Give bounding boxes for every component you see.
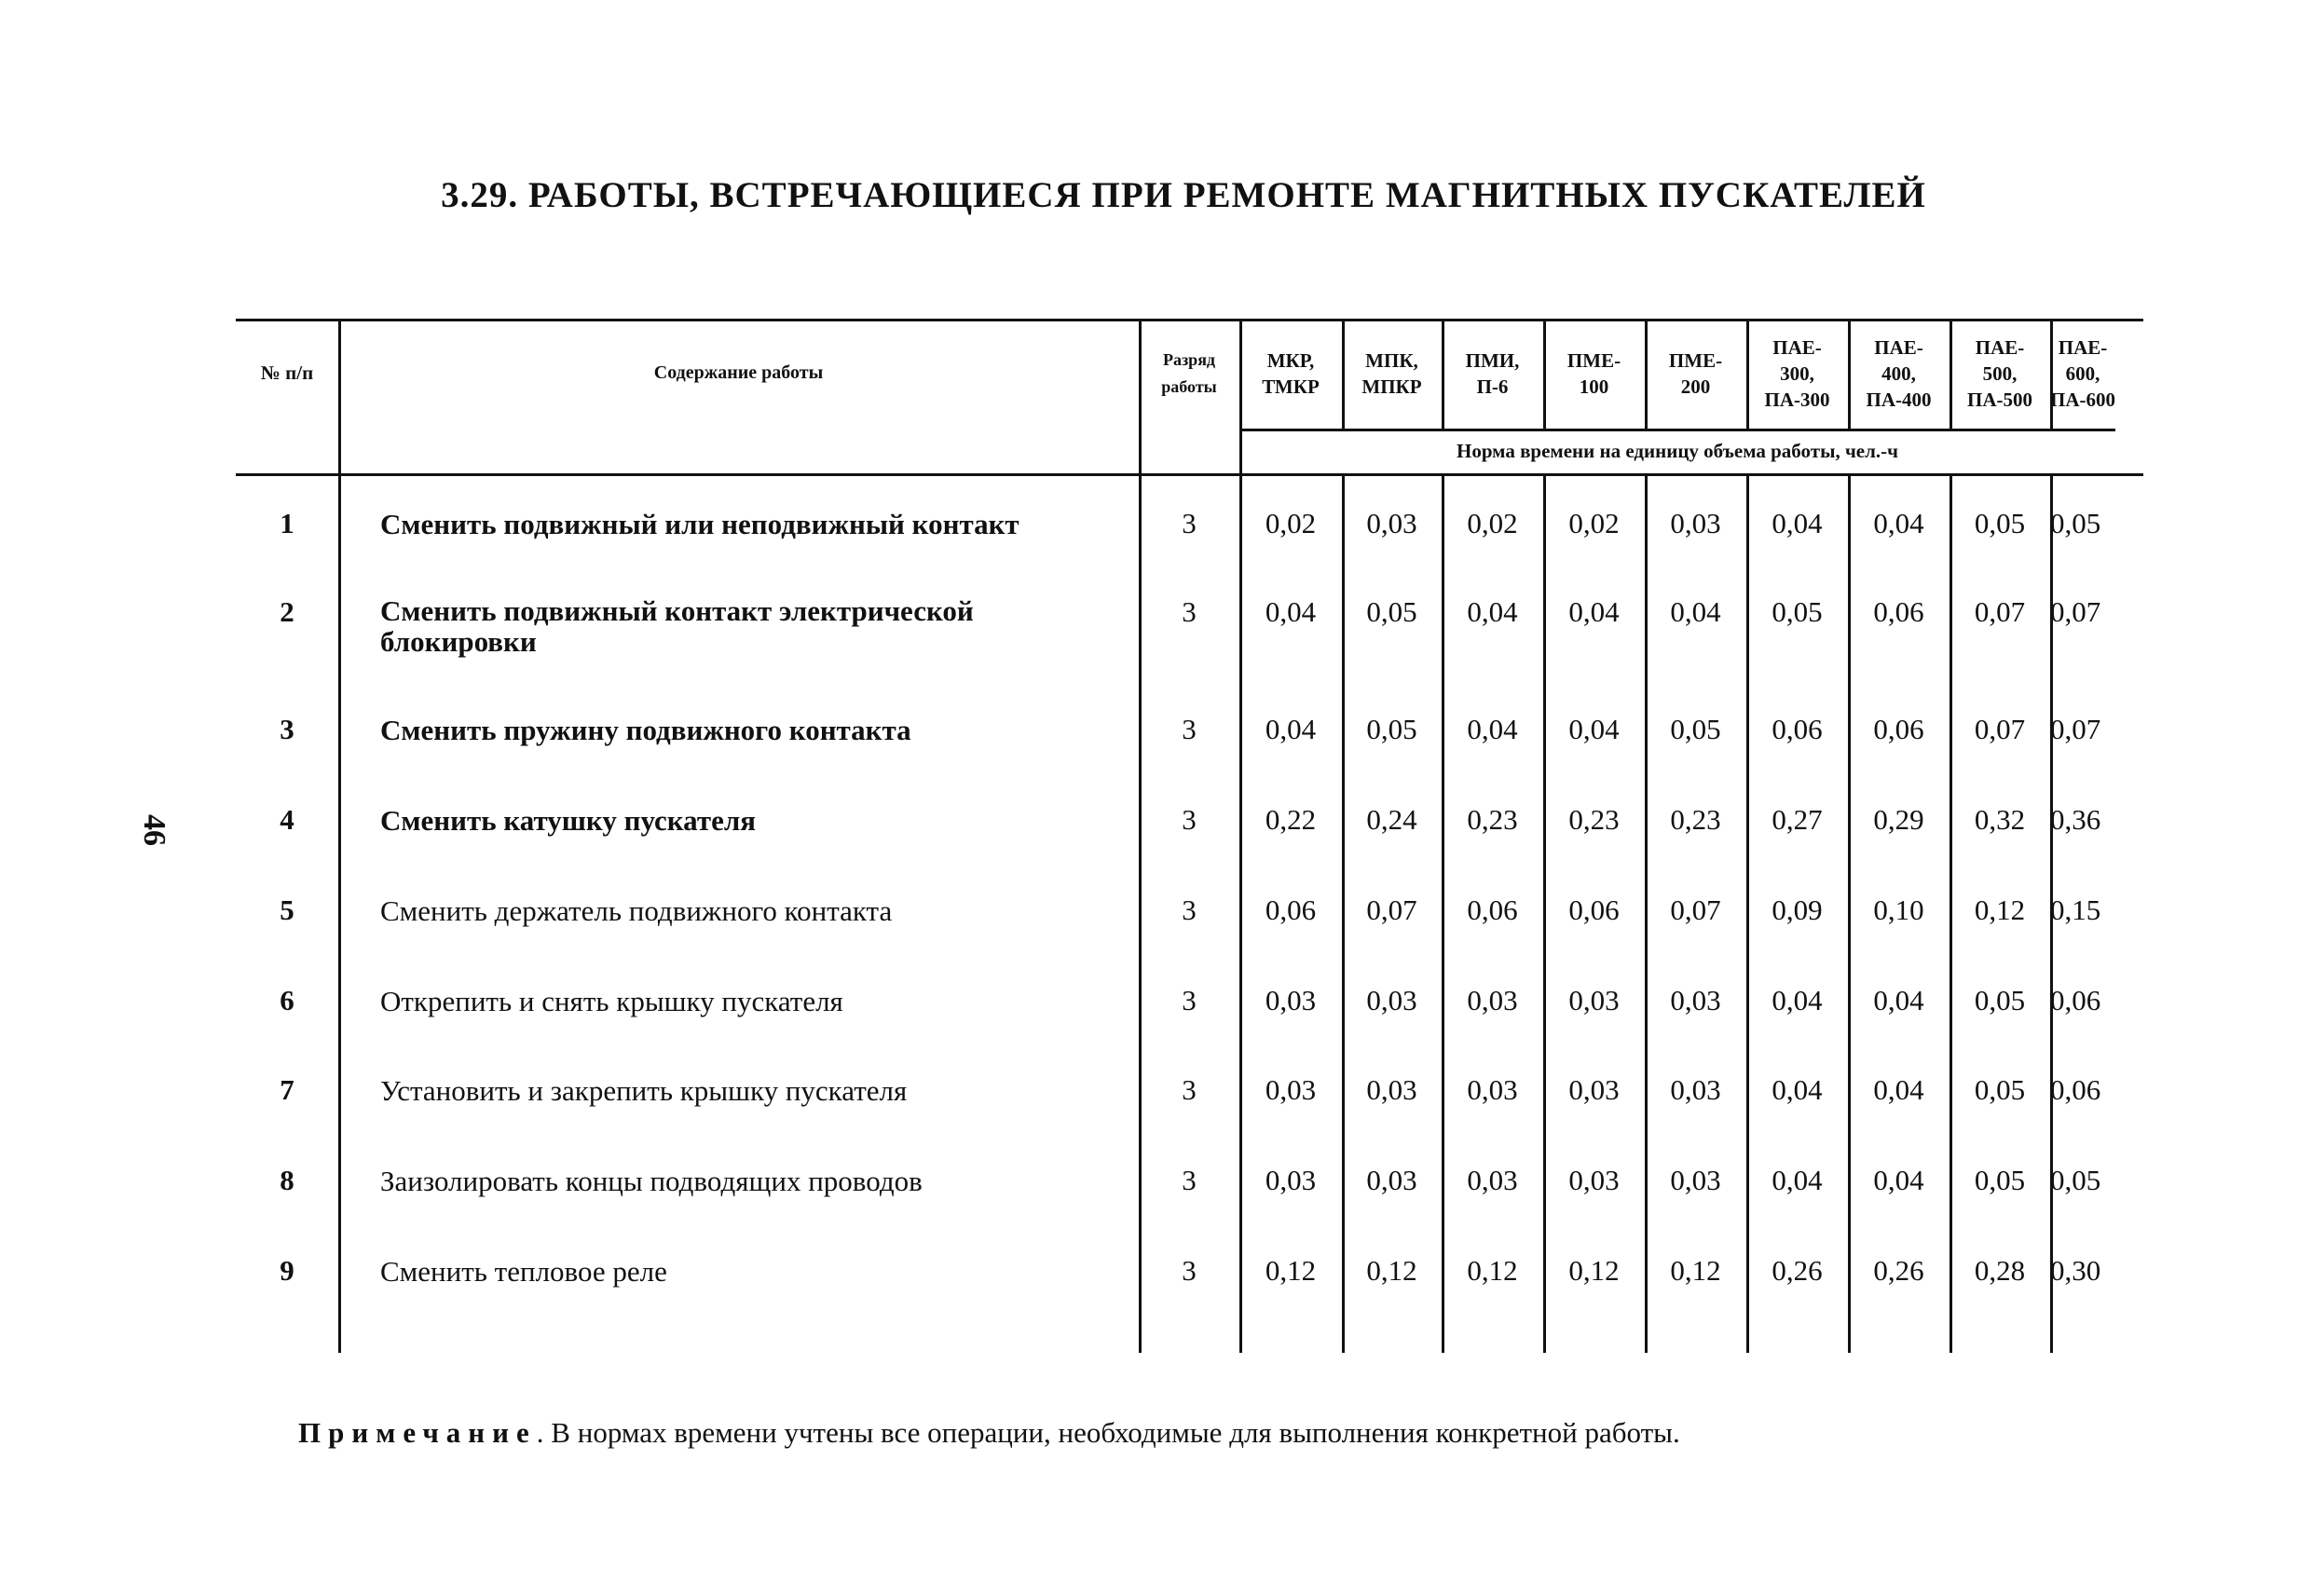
- row-norm-value: 0,32: [1974, 803, 2026, 836]
- row-norm-value: 0,05: [1974, 984, 2026, 1016]
- header-model: [1239, 319, 1342, 429]
- header-model-line: ПА-600: [2050, 389, 2115, 411]
- note-text: . В нормах времени учтены все операции, необходимые для выполнения конкретной работы.: [536, 1416, 1680, 1449]
- header-model: [1543, 319, 1645, 429]
- header-model-line: ПМЕ-: [1566, 349, 1621, 372]
- header-model-line: ПАЕ-: [1874, 336, 1923, 359]
- row-norm-value: 0,03: [1670, 507, 1721, 539]
- row-norm-value: 0,07: [1974, 595, 2026, 628]
- row-norm-value: 0,04: [1467, 595, 1518, 628]
- row-norm-value: 0,04: [1772, 984, 1823, 1016]
- row-norm-value: 0,02: [1265, 507, 1317, 539]
- row-number: 7: [280, 1073, 294, 1106]
- row-norm-value: 0,03: [1670, 1073, 1721, 1106]
- row-work-text: Установить и закрепить крышку пускателя: [380, 1073, 908, 1107]
- row-norm-value: 0,04: [1265, 595, 1317, 628]
- row-work-text: Сменить подвижный или неподвижный контакт: [380, 507, 1019, 540]
- row-norm-value: 0,04: [1467, 713, 1518, 745]
- row-norm-value: 0,06: [1265, 893, 1317, 926]
- row-norm-value: 0,10: [1873, 893, 1924, 926]
- header-model: [1342, 319, 1442, 429]
- header-model-line: ПАЕ-: [2058, 336, 2108, 359]
- row-norm-value: 0,07: [1670, 893, 1721, 926]
- row-norm-value: 0,05: [1366, 595, 1417, 628]
- table-note: [298, 1416, 2255, 1450]
- row-number: 1: [280, 507, 294, 539]
- row-norm-value: 0,03: [1568, 984, 1620, 1016]
- page-number: 46: [137, 814, 171, 846]
- row-work-text: Открепить и снять крышку пускателя: [380, 984, 843, 1017]
- row-norm-value: 0,04: [1265, 713, 1317, 745]
- row-norm-value: 0,02: [1467, 507, 1518, 539]
- row-work-text: Сменить пружину подвижного контакта: [380, 713, 911, 746]
- row-grade: 3: [1182, 1164, 1197, 1196]
- header-model-line: МКР,: [1266, 349, 1315, 372]
- header-bottom-rule: [236, 473, 2143, 476]
- header-grade-line: Разряд: [1162, 350, 1216, 369]
- row-grade: 3: [1182, 1073, 1197, 1106]
- row-norm-value: 0,07: [1366, 893, 1417, 926]
- row-norm-value: 0,07: [1974, 713, 2026, 745]
- row-norm-value: 0,04: [1568, 595, 1620, 628]
- row-norm-value: 0,06: [1467, 893, 1518, 926]
- row-number: 8: [280, 1164, 294, 1196]
- header-model-line: ПАЕ-: [1975, 336, 2025, 359]
- row-number: 4: [280, 803, 294, 836]
- row-norm-value: 0,07: [2050, 595, 2101, 628]
- row-work-text: Сменить катушку пускателя: [380, 803, 757, 837]
- row-norm-value: 0,05: [1974, 507, 2026, 539]
- row-norm-value: 0,04: [1873, 507, 1924, 539]
- row-grade: 3: [1182, 1254, 1197, 1287]
- row-norm-value: 0,22: [1265, 803, 1317, 836]
- header-model: [1848, 319, 1949, 429]
- row-norm-value: 0,03: [1265, 1073, 1317, 1106]
- header-model-line: 300,: [1780, 362, 1814, 385]
- row-norm-value: 0,36: [2050, 803, 2101, 836]
- row-norm-value: 0,03: [1366, 1073, 1417, 1106]
- row-norm-value: 0,03: [1265, 1164, 1317, 1196]
- row-norm-value: 0,05: [1670, 713, 1721, 745]
- row-grade: 3: [1182, 595, 1197, 628]
- header-model: [2050, 319, 2115, 429]
- row-work-text: Сменить подвижный контакт электрической блокировки: [380, 594, 974, 658]
- header-model-line: ТМКР: [1262, 375, 1320, 398]
- row-norm-value: 0,26: [1873, 1254, 1924, 1287]
- row-norm-value: 0,05: [2050, 1164, 2101, 1196]
- row-norm-value: 0,02: [1568, 507, 1620, 539]
- row-norm-value: 0,04: [1568, 713, 1620, 745]
- row-norm-value: 0,03: [1568, 1164, 1620, 1196]
- header-model: [1442, 319, 1543, 429]
- header-model-line: ПМЕ-: [1668, 349, 1723, 372]
- header-model-line: ПМИ,: [1465, 349, 1520, 372]
- row-grade: 3: [1182, 893, 1197, 926]
- row-norm-value: 0,23: [1467, 803, 1518, 836]
- row-grade: 3: [1182, 507, 1197, 539]
- header-model-line: ПА-400: [1866, 389, 1932, 411]
- row-norm-value: 0,05: [1974, 1073, 2026, 1106]
- row-norm-value: 0,04: [1873, 1164, 1924, 1196]
- row-norm-value: 0,03: [1265, 984, 1317, 1016]
- row-norm-value: 0,12: [1265, 1254, 1317, 1287]
- row-norm-value: 0,06: [1873, 713, 1924, 745]
- row-work-text: Заизолировать концы подводящих проводов: [380, 1164, 923, 1197]
- header-norm: Норма времени на единицу объема работы, чел.-ч: [1456, 439, 1898, 462]
- header-model-line: 100: [1579, 375, 1609, 398]
- row-number: 2: [280, 595, 294, 628]
- header-model-line: МПКР: [1361, 375, 1422, 398]
- row-norm-value: 0,28: [1974, 1254, 2026, 1287]
- page-title: 3.29. РАБОТЫ, ВСТРЕЧАЮЩИЕСЯ ПРИ РЕМОНТЕ МАГНИТНЫХ ПУСКАТЕЛЕЙ: [441, 175, 1926, 215]
- row-norm-value: 0,03: [1467, 1164, 1518, 1196]
- row-norm-value: 0,12: [1366, 1254, 1417, 1287]
- header-grade: [1139, 319, 1239, 429]
- row-norm-value: 0,05: [2050, 507, 2101, 539]
- row-number: 5: [280, 893, 294, 926]
- row-norm-value: 0,29: [1873, 803, 1924, 836]
- row-number: 6: [280, 984, 294, 1016]
- row-norm-value: 0,05: [1366, 713, 1417, 745]
- row-norm-value: 0,24: [1366, 803, 1417, 836]
- header-model: [1746, 319, 1848, 429]
- header-model: [1645, 319, 1746, 429]
- row-norm-value: 0,04: [1670, 595, 1721, 628]
- row-norm-value: 0,09: [1772, 893, 1823, 926]
- header-model-line: ПА-300: [1764, 389, 1830, 411]
- header-model-line: МПК,: [1365, 349, 1418, 372]
- row-norm-value: 0,30: [2050, 1254, 2101, 1287]
- row-norm-value: 0,12: [1670, 1254, 1721, 1287]
- row-norm-value: 0,06: [1568, 893, 1620, 926]
- row-norm-value: 0,06: [1772, 713, 1823, 745]
- row-norm-value: 0,04: [1873, 1073, 1924, 1106]
- row-norm-value: 0,03: [1366, 1164, 1417, 1196]
- row-norm-value: 0,06: [1873, 595, 1924, 628]
- header-model-line: П-6: [1476, 375, 1509, 398]
- row-grade: 3: [1182, 803, 1197, 836]
- header-model-line: 200: [1680, 375, 1711, 398]
- row-work-text: Сменить тепловое реле: [380, 1254, 667, 1288]
- row-norm-value: 0,12: [1568, 1254, 1620, 1287]
- row-norm-value: 0,03: [1467, 984, 1518, 1016]
- row-norm-value: 0,26: [1772, 1254, 1823, 1287]
- row-norm-value: 0,04: [1772, 1073, 1823, 1106]
- header-model-line: ПА-500: [1967, 389, 2032, 411]
- row-norm-value: 0,03: [1366, 984, 1417, 1016]
- row-norm-value: 0,23: [1670, 803, 1721, 836]
- header-model-line: 400,: [1881, 362, 1916, 385]
- row-norm-value: 0,15: [2050, 893, 2101, 926]
- row-norm-value: 0,12: [1974, 893, 2026, 926]
- row-norm-value: 0,04: [1772, 507, 1823, 539]
- row-norm-value: 0,05: [1772, 595, 1823, 628]
- header-model-line: ПАЕ-: [1772, 336, 1822, 359]
- row-grade: 3: [1182, 713, 1197, 745]
- row-norm-value: 0,06: [2050, 1073, 2101, 1106]
- row-number: 9: [280, 1254, 294, 1287]
- row-norm-value: 0,03: [1568, 1073, 1620, 1106]
- row-norm-value: 0,23: [1568, 803, 1620, 836]
- row-number: 3: [280, 713, 294, 745]
- row-norm-value: 0,04: [1772, 1164, 1823, 1196]
- row-grade: 3: [1182, 984, 1197, 1016]
- row-work-text: Сменить держатель подвижного контакта: [380, 893, 893, 927]
- header-num: № п/п: [260, 361, 314, 384]
- header-model-line: 600,: [2065, 362, 2100, 385]
- row-norm-value: 0,27: [1772, 803, 1823, 836]
- row-norm-value: 0,03: [1670, 1164, 1721, 1196]
- row-norm-value: 0,12: [1467, 1254, 1518, 1287]
- column-divider: [338, 319, 341, 1353]
- row-norm-value: 0,05: [1974, 1164, 2026, 1196]
- row-norm-value: 0,03: [1467, 1073, 1518, 1106]
- row-norm-value: 0,04: [1873, 984, 1924, 1016]
- note-label: Примечание: [298, 1416, 537, 1449]
- header-grade-line: работы: [1161, 377, 1217, 396]
- row-norm-value: 0,03: [1670, 984, 1721, 1016]
- header-model: [1949, 319, 2050, 429]
- header-model-line: 500,: [1982, 362, 2018, 385]
- row-norm-value: 0,03: [1366, 507, 1417, 539]
- header-content: Содержание работы: [653, 361, 824, 383]
- row-norm-value: 0,06: [2050, 984, 2101, 1016]
- row-norm-value: 0,07: [2050, 713, 2101, 745]
